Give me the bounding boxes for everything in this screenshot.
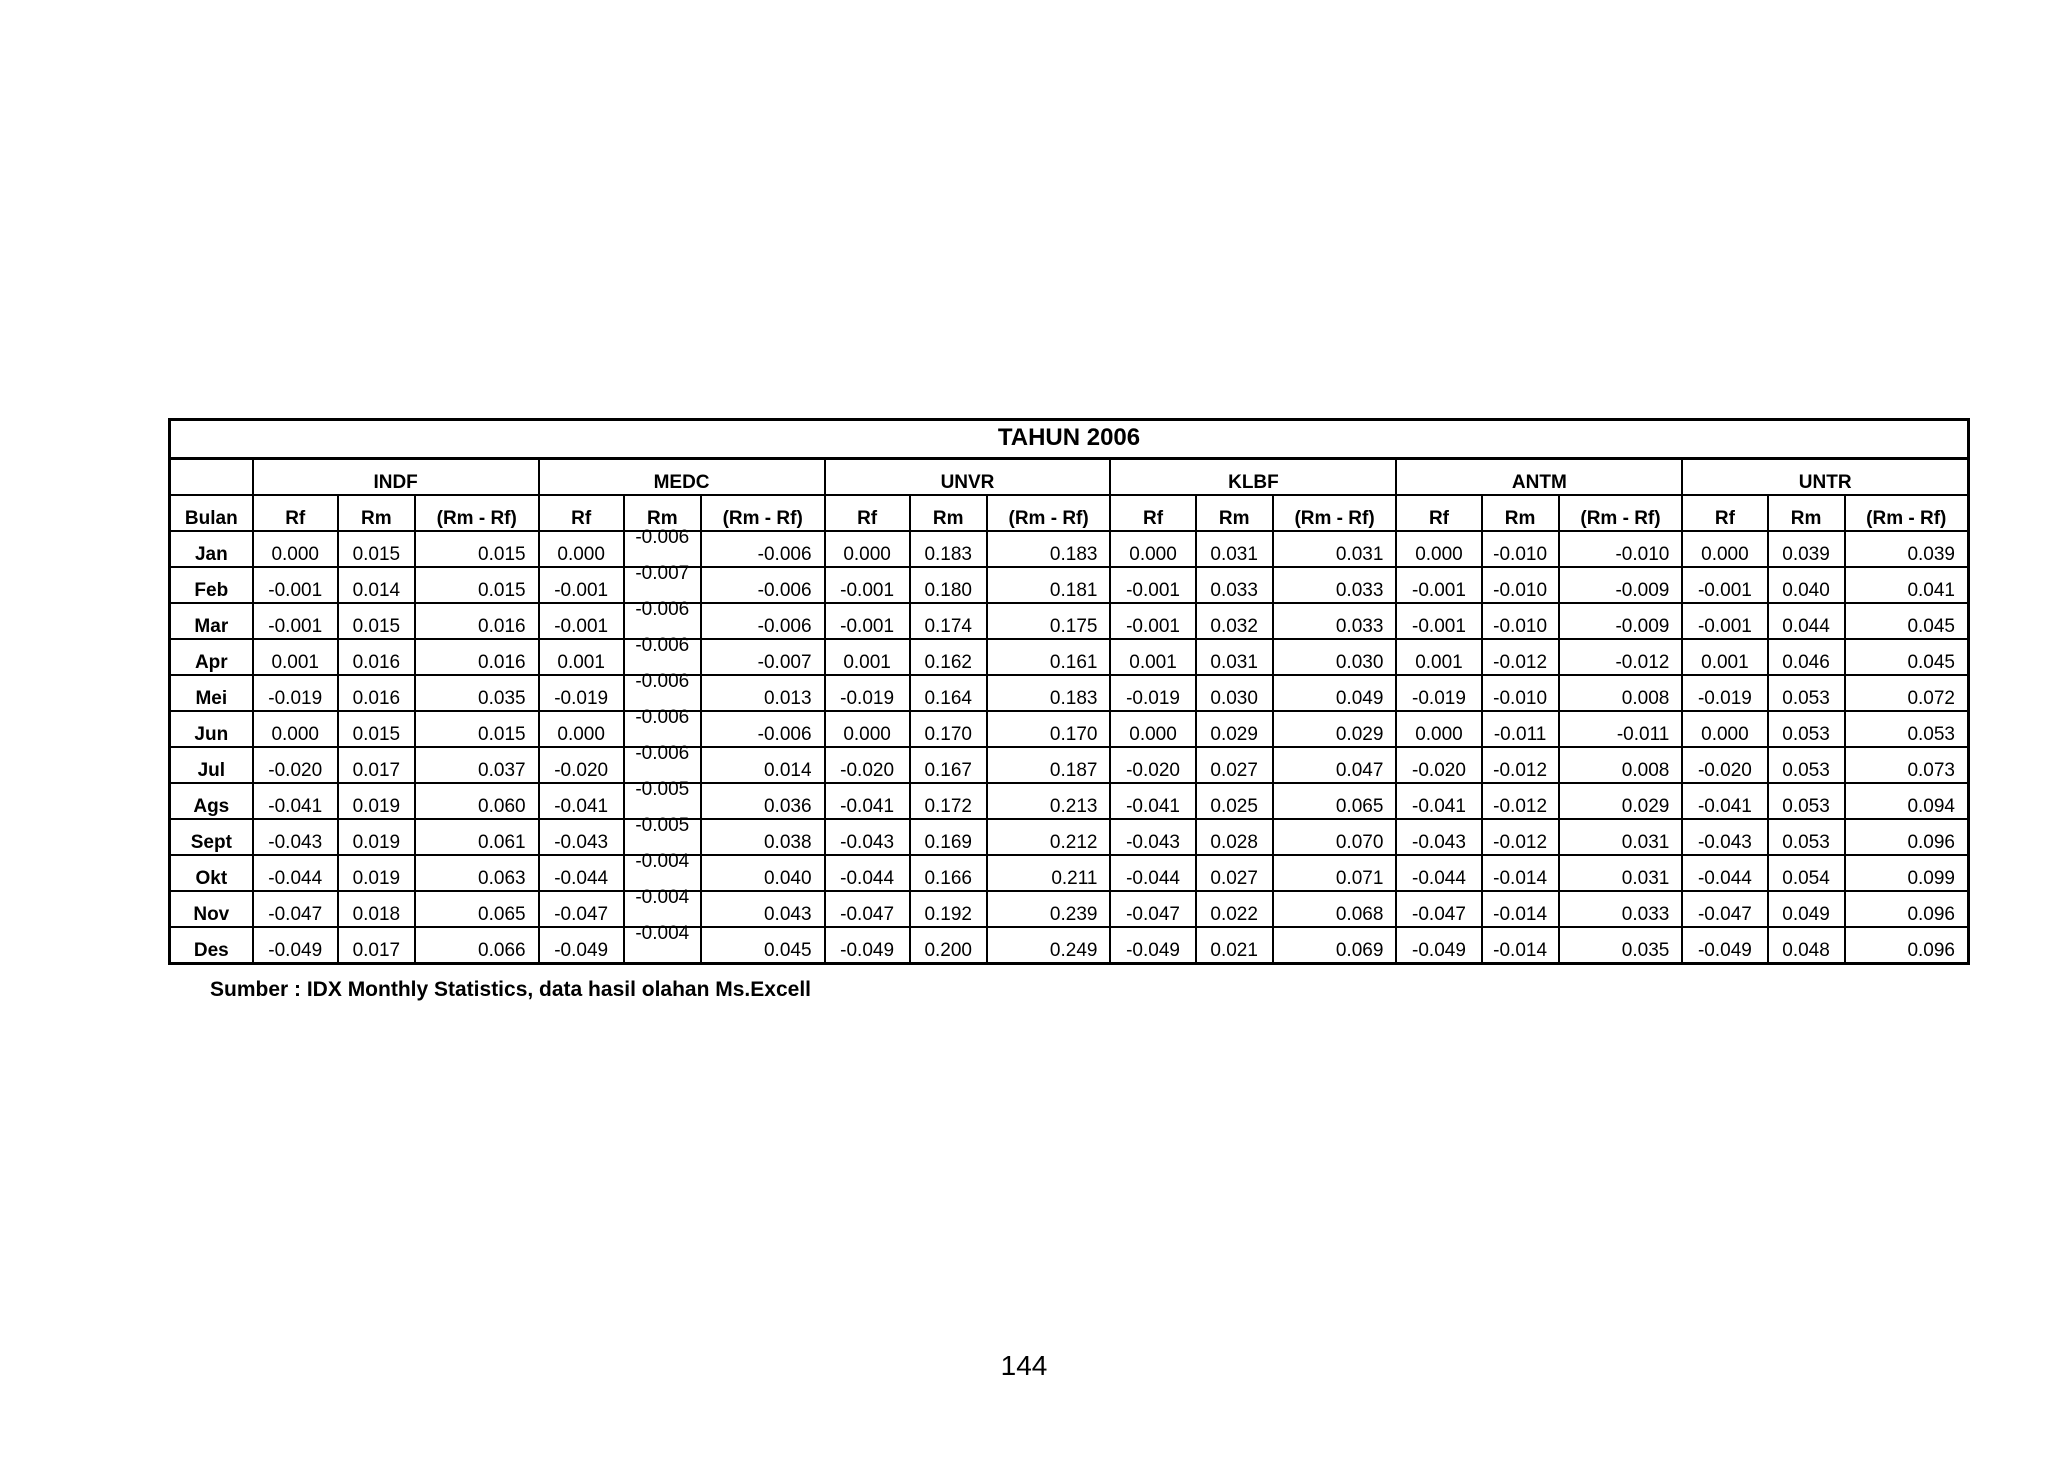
empty-header-cell <box>170 459 253 496</box>
value-cell <box>624 779 701 819</box>
value-cell: 0.044 <box>1768 603 1845 639</box>
value-cell: 0.068 <box>1273 891 1397 927</box>
sub-column-header: (Rm - Rf) <box>1559 495 1683 531</box>
company-header: UNVR <box>825 459 1111 496</box>
value-cell: 0.167 <box>910 747 987 783</box>
value-cell: -0.020 <box>1396 747 1481 783</box>
value-cell: -0.012 <box>1482 639 1559 675</box>
value-text: -0.004 <box>635 923 690 944</box>
value-cell: -0.041 <box>825 783 910 819</box>
company-header: KLBF <box>1110 459 1396 496</box>
value-cell: 0.162 <box>910 639 987 675</box>
value-cell: -0.043 <box>253 819 338 855</box>
sub-column-header: (Rm - Rf) <box>415 495 539 531</box>
month-cell: Apr <box>170 639 253 675</box>
value-cell: 0.043 <box>701 891 825 927</box>
value-cell: 0.096 <box>1845 927 1969 964</box>
value-cell: 0.164 <box>910 675 987 711</box>
table-row <box>170 891 1969 927</box>
value-cell: -0.049 <box>253 927 338 964</box>
value-cell: -0.019 <box>253 675 338 711</box>
value-cell: 0.181 <box>987 567 1111 603</box>
value-text: -0.006 <box>635 527 690 548</box>
value-cell: 0.030 <box>1196 675 1273 711</box>
value-text: -0.004 <box>635 887 690 908</box>
value-cell: 0.000 <box>825 531 910 567</box>
value-cell: 0.000 <box>1110 531 1195 567</box>
value-cell: -0.014 <box>1482 891 1559 927</box>
value-cell: -0.041 <box>253 783 338 819</box>
value-cell: 0.032 <box>1196 603 1273 639</box>
value-cell: 0.019 <box>338 783 415 819</box>
value-cell: 0.014 <box>338 567 415 603</box>
sub-column-header: (Rm - Rf) <box>1273 495 1397 531</box>
value-cell: 0.031 <box>1273 531 1397 567</box>
value-cell: 0.049 <box>1273 675 1397 711</box>
month-cell: Mei <box>170 675 253 711</box>
value-cell: 0.019 <box>338 819 415 855</box>
value-cell: -0.044 <box>825 855 910 891</box>
value-cell: -0.014 <box>1482 927 1559 964</box>
sub-column-header: Rf <box>1682 495 1767 531</box>
value-cell: -0.043 <box>539 819 624 855</box>
value-cell: -0.019 <box>1110 675 1195 711</box>
sub-column-header: Rf <box>1396 495 1481 531</box>
month-cell: Nov <box>170 891 253 927</box>
value-cell: 0.015 <box>338 531 415 567</box>
value-cell: -0.019 <box>1682 675 1767 711</box>
value-cell: 0.060 <box>415 783 539 819</box>
value-text: -0.006 <box>635 671 690 692</box>
value-cell: 0.053 <box>1768 675 1845 711</box>
value-cell: 0.000 <box>539 711 624 747</box>
value-cell: 0.037 <box>415 747 539 783</box>
value-cell: -0.049 <box>1396 927 1481 964</box>
value-cell: 0.001 <box>1682 639 1767 675</box>
value-cell: 0.061 <box>415 819 539 855</box>
value-cell: 0.211 <box>987 855 1111 891</box>
value-cell: 0.036 <box>701 783 825 819</box>
value-cell: -0.044 <box>1682 855 1767 891</box>
value-cell: 0.045 <box>1845 603 1969 639</box>
value-cell: -0.001 <box>1110 567 1195 603</box>
value-cell: 0.035 <box>1559 927 1683 964</box>
value-cell: 0.065 <box>415 891 539 927</box>
value-cell: 0.183 <box>987 675 1111 711</box>
value-cell: 0.013 <box>701 675 825 711</box>
value-cell: 0.031 <box>1559 819 1683 855</box>
table-title: TAHUN 2006 <box>170 420 1969 459</box>
sub-column-header: Rf <box>253 495 338 531</box>
value-cell <box>624 815 701 855</box>
value-cell: -0.010 <box>1482 567 1559 603</box>
value-cell: 0.053 <box>1768 747 1845 783</box>
value-cell <box>624 743 701 783</box>
value-cell: 0.039 <box>1768 531 1845 567</box>
company-header: ANTM <box>1396 459 1682 496</box>
value-cell: 0.049 <box>1768 891 1845 927</box>
value-cell: -0.012 <box>1559 639 1683 675</box>
value-cell: -0.047 <box>825 891 910 927</box>
value-cell: 0.029 <box>1559 783 1683 819</box>
value-cell: 0.070 <box>1273 819 1397 855</box>
value-cell: 0.001 <box>825 639 910 675</box>
value-cell: -0.043 <box>1682 819 1767 855</box>
value-cell: 0.041 <box>1845 567 1969 603</box>
value-cell: -0.041 <box>539 783 624 819</box>
value-cell: 0.048 <box>1768 927 1845 964</box>
value-cell: 0.174 <box>910 603 987 639</box>
value-cell: 0.021 <box>1196 927 1273 964</box>
value-cell: -0.020 <box>1682 747 1767 783</box>
value-cell: -0.041 <box>1396 783 1481 819</box>
table-row <box>170 603 1969 639</box>
month-cell: Jul <box>170 747 253 783</box>
table-row <box>170 675 1969 711</box>
value-cell: 0.035 <box>415 675 539 711</box>
value-cell: -0.047 <box>253 891 338 927</box>
value-cell: 0.040 <box>701 855 825 891</box>
value-cell: -0.006 <box>701 567 825 603</box>
value-cell: -0.001 <box>253 567 338 603</box>
month-cell: Jan <box>170 531 253 567</box>
table-row <box>170 747 1969 783</box>
value-cell: 0.047 <box>1273 747 1397 783</box>
value-cell: 0.028 <box>1196 819 1273 855</box>
value-cell <box>624 563 701 603</box>
table-row <box>170 531 1969 567</box>
value-cell: -0.020 <box>825 747 910 783</box>
table-row <box>170 639 1969 675</box>
value-cell: -0.043 <box>1396 819 1481 855</box>
value-cell: 0.017 <box>338 747 415 783</box>
value-cell: -0.001 <box>825 603 910 639</box>
value-cell: 0.000 <box>539 531 624 567</box>
value-cell: 0.025 <box>1196 783 1273 819</box>
value-cell: -0.001 <box>1396 603 1481 639</box>
table-row <box>170 855 1969 891</box>
value-cell: -0.011 <box>1559 711 1683 747</box>
value-cell: -0.001 <box>1110 603 1195 639</box>
sub-column-header: Rm <box>338 495 415 531</box>
value-cell: 0.000 <box>253 531 338 567</box>
value-cell: -0.001 <box>253 603 338 639</box>
value-cell: -0.049 <box>539 927 624 964</box>
value-cell: 0.053 <box>1845 711 1969 747</box>
value-cell: 0.096 <box>1845 819 1969 855</box>
value-cell: 0.187 <box>987 747 1111 783</box>
value-text: -0.005 <box>635 815 690 836</box>
value-cell: 0.033 <box>1559 891 1683 927</box>
value-cell: 0.249 <box>987 927 1111 964</box>
value-cell: 0.031 <box>1559 855 1683 891</box>
value-cell: 0.033 <box>1273 603 1397 639</box>
value-cell: -0.012 <box>1482 783 1559 819</box>
value-cell: 0.017 <box>338 927 415 964</box>
value-text: -0.006 <box>635 743 690 764</box>
value-cell: -0.006 <box>701 531 825 567</box>
value-text: -0.004 <box>635 851 690 872</box>
table-row <box>170 783 1969 819</box>
sub-column-header: Rm <box>1196 495 1273 531</box>
value-cell: -0.010 <box>1482 675 1559 711</box>
value-cell: 0.001 <box>1396 639 1481 675</box>
value-cell: 0.169 <box>910 819 987 855</box>
sub-column-header: Rm <box>1768 495 1845 531</box>
value-cell: 0.046 <box>1768 639 1845 675</box>
value-cell: -0.047 <box>539 891 624 927</box>
value-cell: -0.012 <box>1482 819 1559 855</box>
value-cell: 0.014 <box>701 747 825 783</box>
value-cell: -0.001 <box>539 567 624 603</box>
value-cell: 0.015 <box>338 711 415 747</box>
value-cell: 0.000 <box>1682 711 1767 747</box>
value-cell <box>624 635 701 675</box>
value-cell: -0.001 <box>1682 603 1767 639</box>
value-cell: -0.009 <box>1559 567 1683 603</box>
sub-column-header: Rm <box>910 495 987 531</box>
value-cell: 0.053 <box>1768 783 1845 819</box>
value-cell: -0.014 <box>1482 855 1559 891</box>
value-cell: 0.213 <box>987 783 1111 819</box>
value-cell: 0.031 <box>1196 531 1273 567</box>
value-cell: -0.020 <box>539 747 624 783</box>
value-cell: 0.063 <box>415 855 539 891</box>
company-header: INDF <box>253 459 539 496</box>
value-cell: 0.066 <box>415 927 539 964</box>
value-cell: 0.029 <box>1196 711 1273 747</box>
value-cell: 0.038 <box>701 819 825 855</box>
value-cell: -0.010 <box>1559 531 1683 567</box>
source-note: Sumber : IDX Monthly Statistics, data hasil olahan Ms.Excell <box>210 978 811 1001</box>
value-cell: 0.029 <box>1273 711 1397 747</box>
value-cell: 0.000 <box>1110 711 1195 747</box>
company-header: MEDC <box>539 459 825 496</box>
sub-column-header: Rf <box>539 495 624 531</box>
value-cell: 0.008 <box>1559 747 1683 783</box>
value-cell: 0.001 <box>1110 639 1195 675</box>
value-cell: 0.019 <box>338 855 415 891</box>
value-cell: 0.072 <box>1845 675 1969 711</box>
value-cell: 0.175 <box>987 603 1111 639</box>
month-cell: Jun <box>170 711 253 747</box>
table-row <box>170 927 1969 964</box>
value-cell: 0.180 <box>910 567 987 603</box>
value-cell: 0.008 <box>1559 675 1683 711</box>
value-cell: -0.001 <box>825 567 910 603</box>
value-cell <box>624 707 701 747</box>
value-cell: 0.015 <box>415 711 539 747</box>
value-cell: 0.045 <box>701 927 825 964</box>
value-cell: 0.027 <box>1196 747 1273 783</box>
return-data-table <box>168 418 1970 965</box>
value-cell: 0.033 <box>1196 567 1273 603</box>
value-cell: 0.040 <box>1768 567 1845 603</box>
value-cell: 0.161 <box>987 639 1111 675</box>
value-cell: -0.010 <box>1482 603 1559 639</box>
value-cell: -0.049 <box>1682 927 1767 964</box>
value-cell <box>624 527 701 567</box>
value-cell: -0.019 <box>1396 675 1481 711</box>
company-header: UNTR <box>1682 459 1968 496</box>
value-cell: 0.096 <box>1845 891 1969 927</box>
value-cell: 0.053 <box>1768 711 1845 747</box>
month-cell: Des <box>170 927 253 964</box>
value-cell: 0.071 <box>1273 855 1397 891</box>
value-cell: 0.015 <box>338 603 415 639</box>
value-cell: -0.006 <box>701 603 825 639</box>
value-cell: -0.010 <box>1482 531 1559 567</box>
value-cell: -0.041 <box>1682 783 1767 819</box>
company-header-row <box>170 459 1969 496</box>
value-cell: 0.170 <box>910 711 987 747</box>
sub-column-header: Rm <box>1482 495 1559 531</box>
value-cell: 0.016 <box>415 639 539 675</box>
value-cell: 0.172 <box>910 783 987 819</box>
value-cell: 0.001 <box>539 639 624 675</box>
value-cell: 0.094 <box>1845 783 1969 819</box>
value-cell: 0.170 <box>987 711 1111 747</box>
value-cell: 0.016 <box>415 603 539 639</box>
value-cell: -0.011 <box>1482 711 1559 747</box>
sub-header-row <box>170 495 1969 531</box>
value-cell: 0.000 <box>1396 711 1481 747</box>
value-text: -0.006 <box>635 599 690 620</box>
value-cell: -0.047 <box>1682 891 1767 927</box>
sub-column-header: (Rm - Rf) <box>987 495 1111 531</box>
value-cell: -0.044 <box>1110 855 1195 891</box>
value-cell: 0.192 <box>910 891 987 927</box>
value-cell: 0.000 <box>1682 531 1767 567</box>
value-cell: 0.065 <box>1273 783 1397 819</box>
sub-column-header: (Rm - Rf) <box>1845 495 1969 531</box>
value-cell: -0.049 <box>825 927 910 964</box>
month-cell: Okt <box>170 855 253 891</box>
value-cell: 0.033 <box>1273 567 1397 603</box>
value-cell: -0.044 <box>539 855 624 891</box>
month-cell: Feb <box>170 567 253 603</box>
value-cell: -0.001 <box>539 603 624 639</box>
value-cell: 0.001 <box>253 639 338 675</box>
value-text: -0.006 <box>635 635 690 656</box>
value-cell: 0.022 <box>1196 891 1273 927</box>
value-cell: -0.001 <box>1682 567 1767 603</box>
value-cell: 0.045 <box>1845 639 1969 675</box>
value-cell: 0.053 <box>1768 819 1845 855</box>
value-text: -0.006 <box>635 707 690 728</box>
value-cell: -0.006 <box>701 711 825 747</box>
value-cell: -0.044 <box>253 855 338 891</box>
value-cell: 0.018 <box>338 891 415 927</box>
month-column-header: Bulan <box>170 495 253 531</box>
table-row <box>170 819 1969 855</box>
sub-column-header: Rm <box>624 495 701 531</box>
value-cell: -0.009 <box>1559 603 1683 639</box>
value-cell: -0.020 <box>1110 747 1195 783</box>
value-text: -0.005 <box>635 779 690 800</box>
value-cell: 0.031 <box>1196 639 1273 675</box>
month-cell: Sept <box>170 819 253 855</box>
value-cell: -0.020 <box>253 747 338 783</box>
value-cell: 0.000 <box>825 711 910 747</box>
value-cell: 0.015 <box>415 567 539 603</box>
sub-column-header: Rf <box>825 495 910 531</box>
value-cell <box>624 923 701 964</box>
value-cell <box>624 887 701 927</box>
value-cell: -0.019 <box>825 675 910 711</box>
value-cell: 0.027 <box>1196 855 1273 891</box>
value-cell: -0.041 <box>1110 783 1195 819</box>
value-cell: 0.016 <box>338 675 415 711</box>
value-cell <box>624 599 701 639</box>
value-cell: 0.030 <box>1273 639 1397 675</box>
value-cell: -0.047 <box>1110 891 1195 927</box>
page-number: 144 <box>1000 1350 1048 1381</box>
value-cell: 0.015 <box>415 531 539 567</box>
value-cell: 0.099 <box>1845 855 1969 891</box>
value-cell: 0.000 <box>253 711 338 747</box>
sub-column-header: Rf <box>1110 495 1195 531</box>
value-cell <box>624 851 701 891</box>
value-cell <box>624 671 701 711</box>
value-cell: -0.012 <box>1482 747 1559 783</box>
table-row <box>170 711 1969 747</box>
value-cell: 0.073 <box>1845 747 1969 783</box>
sub-column-header: (Rm - Rf) <box>701 495 825 531</box>
value-cell: -0.001 <box>1396 567 1481 603</box>
value-cell: 0.016 <box>338 639 415 675</box>
value-cell: 0.239 <box>987 891 1111 927</box>
value-cell: -0.047 <box>1396 891 1481 927</box>
value-cell: 0.069 <box>1273 927 1397 964</box>
value-cell: -0.007 <box>701 639 825 675</box>
value-cell: 0.212 <box>987 819 1111 855</box>
table-row <box>170 567 1969 603</box>
value-cell: -0.049 <box>1110 927 1195 964</box>
month-cell: Ags <box>170 783 253 819</box>
value-cell: 0.166 <box>910 855 987 891</box>
value-cell: -0.019 <box>539 675 624 711</box>
month-cell: Mar <box>170 603 253 639</box>
value-cell: -0.043 <box>825 819 910 855</box>
value-cell: 0.039 <box>1845 531 1969 567</box>
value-text: -0.007 <box>635 563 690 584</box>
value-cell: -0.044 <box>1396 855 1481 891</box>
value-cell: 0.183 <box>910 531 987 567</box>
value-cell: 0.000 <box>1396 531 1481 567</box>
value-cell: -0.043 <box>1110 819 1195 855</box>
value-cell: 0.054 <box>1768 855 1845 891</box>
value-cell: 0.200 <box>910 927 987 964</box>
value-cell: 0.183 <box>987 531 1111 567</box>
